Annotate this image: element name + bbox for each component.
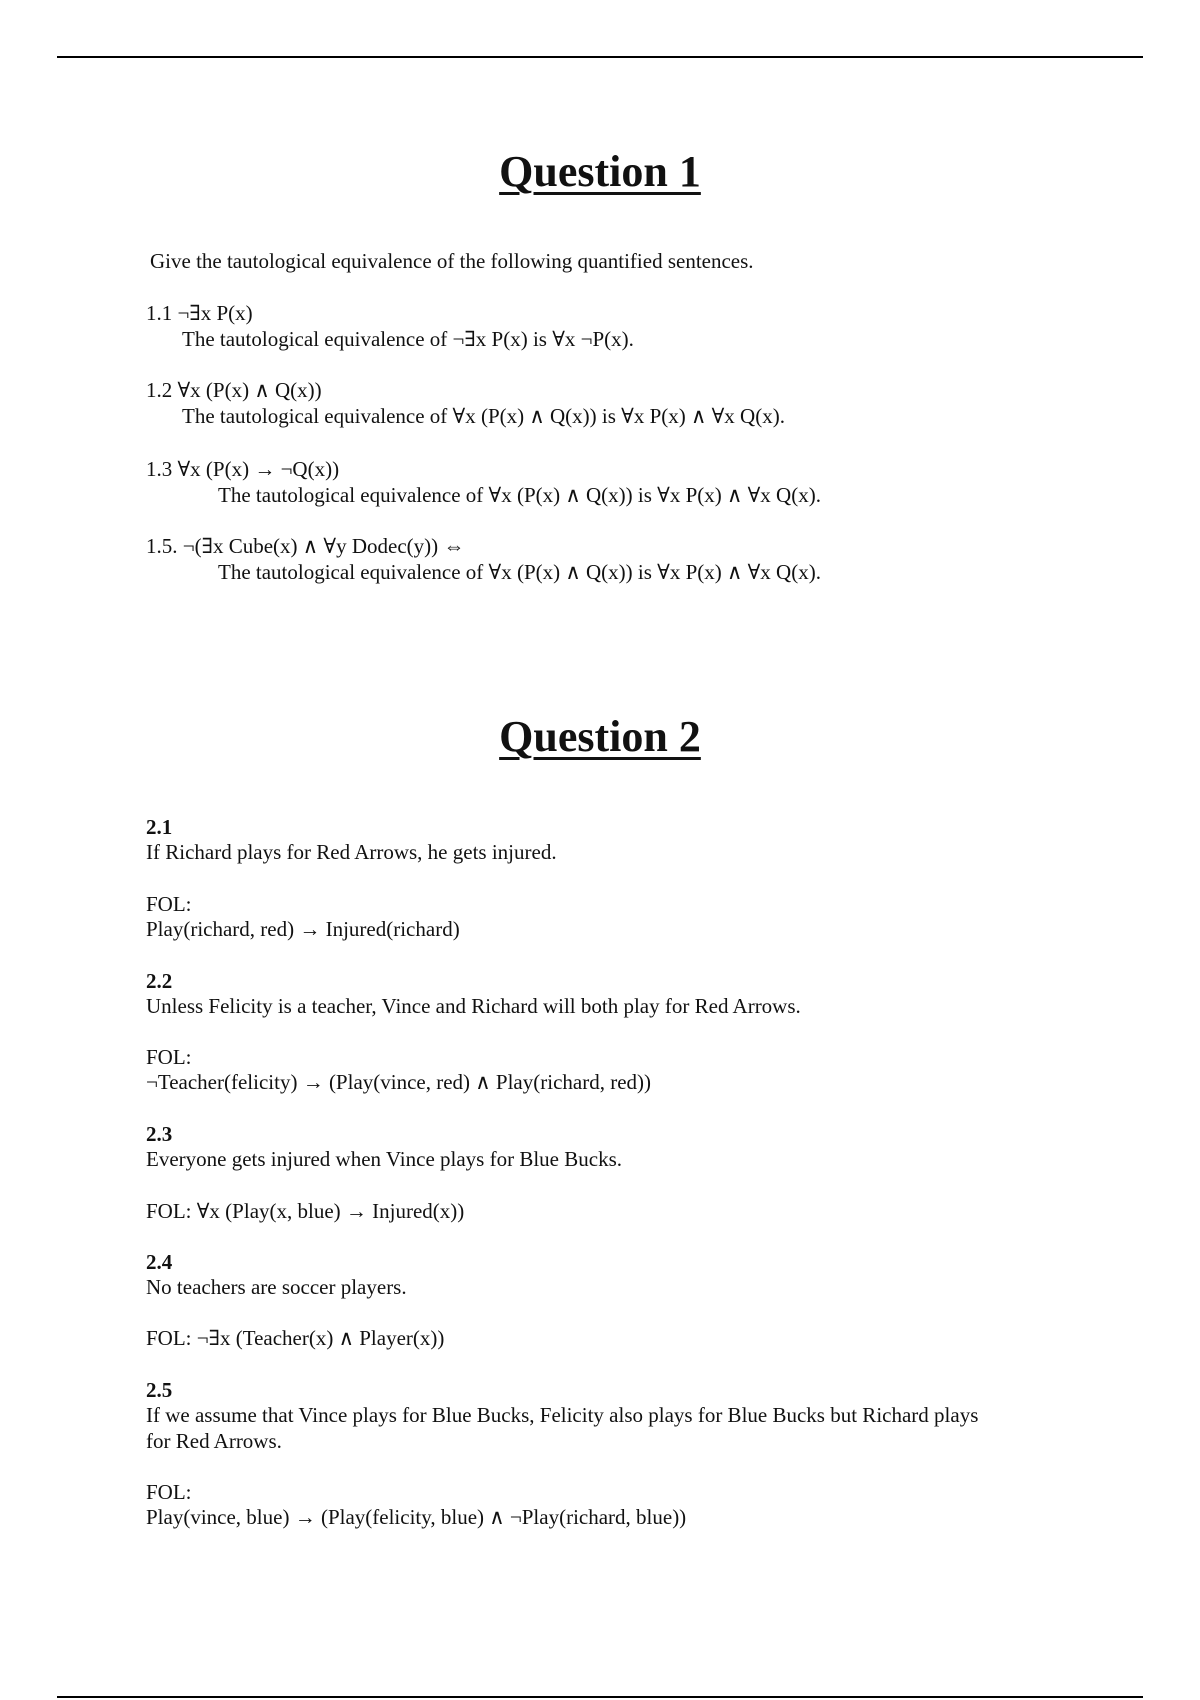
- item-2-4-fol: FOL: ¬∃x (Teacher(x) ∧ Player(x)): [146, 1326, 445, 1350]
- item-1-5-label: 1.5. ¬(∃x Cube(x) ∧ ∀y Dodec(y)) ⇔: [146, 534, 465, 558]
- question-1-intro: Give the tautological equivalence of the following quantified sentences.: [150, 249, 754, 273]
- item-2-5-statement-line-1: If we assume that Vince plays for Blue Bucks, Felicity also plays for Blue Bucks but Richard plays: [146, 1403, 979, 1427]
- item-2-5-number: 2.5: [146, 1378, 173, 1402]
- item-2-1-fol: Play(richard, red) → Injured(richard): [146, 917, 460, 941]
- item-1-5-answer: The tautological equivalence of ∀x (P(x) ∧ Q(x)) is ∀x P(x) ∧ ∀x Q(x).: [218, 560, 821, 584]
- item-2-3-number: 2.3: [146, 1122, 173, 1146]
- item-2-4-statement: No teachers are soccer players.: [146, 1275, 407, 1299]
- item-1-3-answer: The tautological equivalence of ∀x (P(x) ∧ Q(x)) is ∀x P(x) ∧ ∀x Q(x).: [218, 483, 821, 507]
- item-1-3-label: 1.3 ∀x (P(x) → ¬Q(x)): [146, 457, 340, 481]
- item-2-5-statement-line-2: for Red Arrows.: [146, 1429, 282, 1453]
- item-2-1-statement: If Richard plays for Red Arrows, he gets injured.: [146, 840, 557, 864]
- item-1-2-label: 1.2 ∀x (P(x) ∧ Q(x)): [146, 378, 322, 402]
- question-1-title: Question 1: [499, 147, 701, 196]
- item-2-4-number: 2.4: [146, 1250, 173, 1274]
- question-2-title: Question 2: [499, 712, 701, 761]
- item-2-5-fol: Play(vince, blue) → (Play(felicity, blue) ∧ ¬Play(richard, blue)): [146, 1505, 687, 1529]
- item-2-2-number: 2.2: [146, 969, 173, 993]
- item-1-1-label: 1.1 ¬∃x P(x): [146, 301, 253, 325]
- item-1-2-answer: The tautological equivalence of ∀x (P(x) ∧ Q(x)) is ∀x P(x) ∧ ∀x Q(x).: [182, 404, 785, 428]
- bottom-rule: [57, 1696, 1143, 1698]
- top-rule: [57, 56, 1143, 58]
- item-2-2-fol-label: FOL:: [146, 1045, 192, 1069]
- item-2-2-fol: ¬Teacher(felicity) → (Play(vince, red) ∧ Play(richard, red)): [146, 1070, 652, 1094]
- item-2-1-number: 2.1: [146, 815, 173, 839]
- item-2-1-fol-label: FOL:: [146, 892, 192, 916]
- item-2-5-fol-label: FOL:: [146, 1480, 192, 1504]
- item-1-1-answer: The tautological equivalence of ¬∃x P(x) is ∀x ¬P(x).: [182, 327, 634, 351]
- item-2-3-fol: FOL: ∀x (Play(x, blue) → Injured(x)): [146, 1199, 465, 1223]
- item-2-2-statement: Unless Felicity is a teacher, Vince and Richard will both play for Red Arrows.: [146, 994, 801, 1018]
- item-2-3-statement: Everyone gets injured when Vince plays for Blue Bucks.: [146, 1147, 622, 1171]
